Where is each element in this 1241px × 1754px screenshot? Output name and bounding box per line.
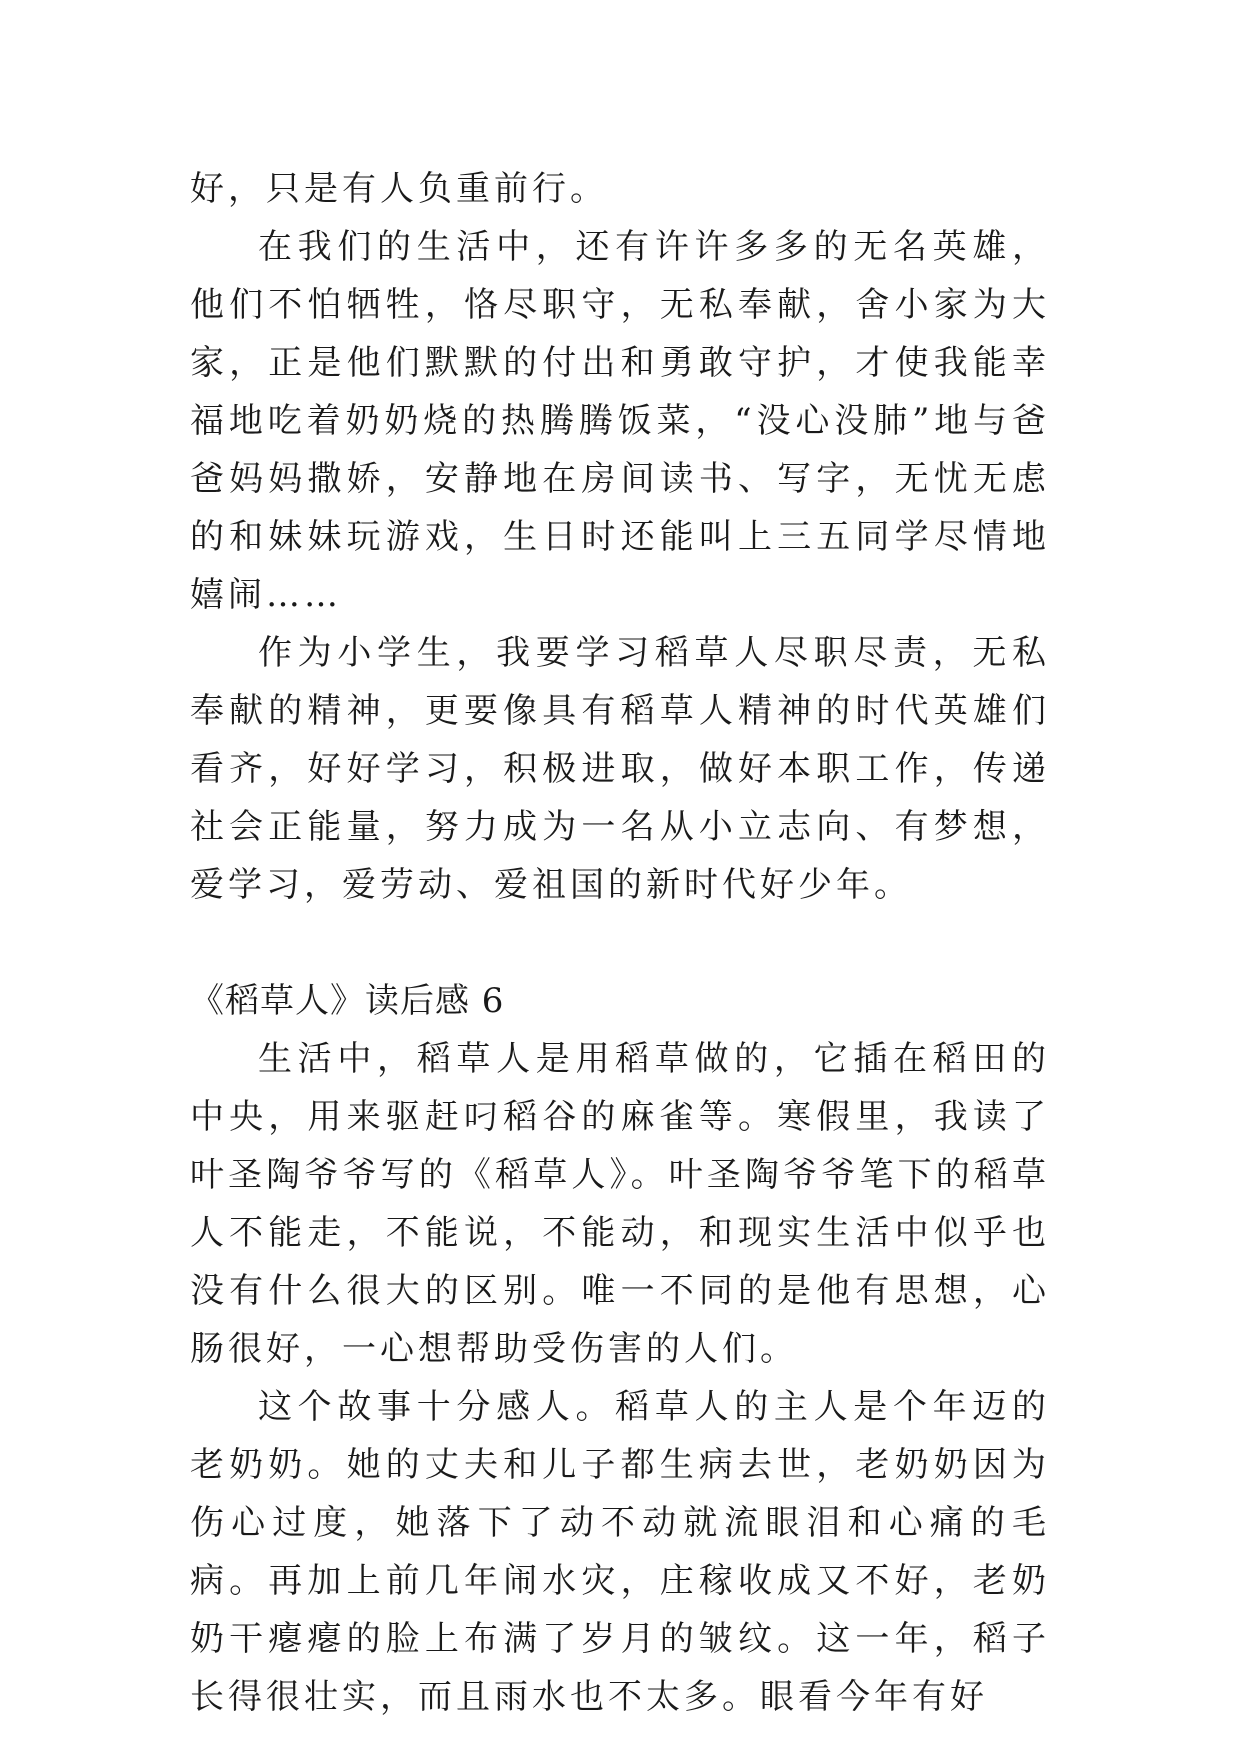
paragraph-scarecrow-intro: 生活中，稻草人是用稻草做的，它插在稻田的中央，用来驱赶叼稻谷的麻雀等。寒假里，我读了叶圣陶爷爷写的《稻草人》。叶圣陶爷爷笔下的稻草人不能走，不能说，不能动，和现实生活中似乎也没有什么很大的区别。唯一不同的是他有思想，心肠很好，一心想帮助受伤害的人们。 <box>190 1039 1050 1369</box>
section-heading: 《稻草人》读后感 6 <box>190 981 505 1021</box>
paragraph-unsung-heroes: 在我们的生活中，还有许许多多的无名英雄，他们不怕牺牲，恪尽职守，无私奉献，舍小家为大家，正是他们默默的付出和勇敢守护，才使我能幸福地吃着奶奶烧的热腾腾饭菜，“没心没肺”地与爸爸妈妈撒娇，安静地在房间读书、写字，无忧无虑的和妹妹玩游戏，生日时还能叫上三五同学尽情地嬉闹…… <box>190 227 1050 615</box>
section-spacer <box>190 914 1050 972</box>
paragraph-story-summary: 这个故事十分感人。稻草人的主人是个年迈的老奶奶。她的丈夫和儿子都生病去世，老奶奶因为伤心过度，她落下了动不动就流眼泪和心痛的毛病。再加上前几年闹水灾，庄稼收成又不好，老奶奶干瘪瘪的脸上布满了岁月的皱纹。这一年，稻子长得很壮实，而且雨水也不太多。眼看今年有好 <box>190 1387 1050 1717</box>
document-body <box>190 160 1050 1726</box>
paragraph-student-resolve: 作为小学生，我要学习稻草人尽职尽责，无私奉献的精神，更要像具有稻草人精神的时代英雄们看齐，好好学习，积极进取，做好本职工作，传递社会正能量，努力成为一名从小立志向、有梦想，爱学习，爱劳动、爱祖国的新时代好少年。 <box>190 633 1050 905</box>
paragraph-continuation: 好，只是有人负重前行。 <box>190 169 608 209</box>
